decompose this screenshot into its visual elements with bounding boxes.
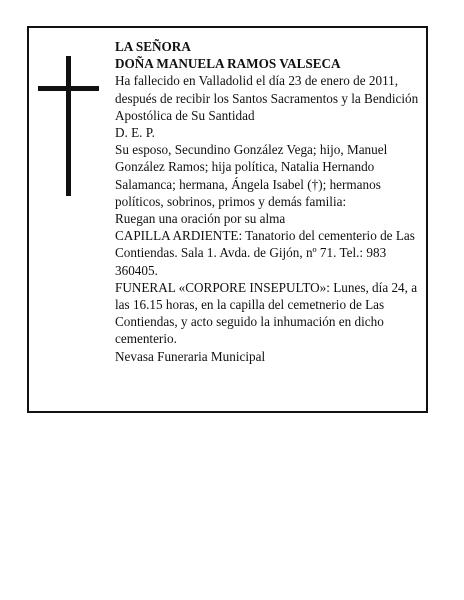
cross-horizontal-bar	[38, 86, 99, 91]
cross-vertical-bar	[66, 56, 71, 196]
chapel-info: CAPILLA ARDIENTE: Tanatorio del cementerio de Las Contiendas. Sala 1. Avda. de Gijón, nº 71. Tel.: 983 360405.	[115, 228, 415, 278]
dep-line: D. E. P.	[115, 125, 155, 141]
prayer-request: Ruegan una oración por su alma	[115, 211, 286, 227]
family-list: Su esposo, Secundino González Vega; hijo, Manuel González Ramos; hija política, Natalia Hernando Salamanca; hermana, Ángela Isabel (†); hermanos políticos, sobrinos, primos y demás familia:	[115, 142, 388, 209]
funeral-info: FUNERAL «CORPORE INSEPULTO»: Lunes, día 24, a las 16.15 horas, en la capilla del cemetnerio de Las Contiendas, y acto seguido la inhumación en dicho cementerio.	[115, 279, 418, 347]
notice-title: LA SEÑORA	[115, 39, 191, 54]
death-statement: Ha fallecido en Valladolid el día 23 de enero de 2011, después de recibir los Santos Sacramentos y la Bendición Apostólica de Su Santidad	[115, 73, 419, 123]
deceased-name: DOÑA MANUELA RAMOS VALSECA	[115, 56, 341, 72]
obituary-text-block	[115, 38, 421, 365]
funeral-home: Nevasa Funeraria Municipal	[115, 348, 266, 364]
